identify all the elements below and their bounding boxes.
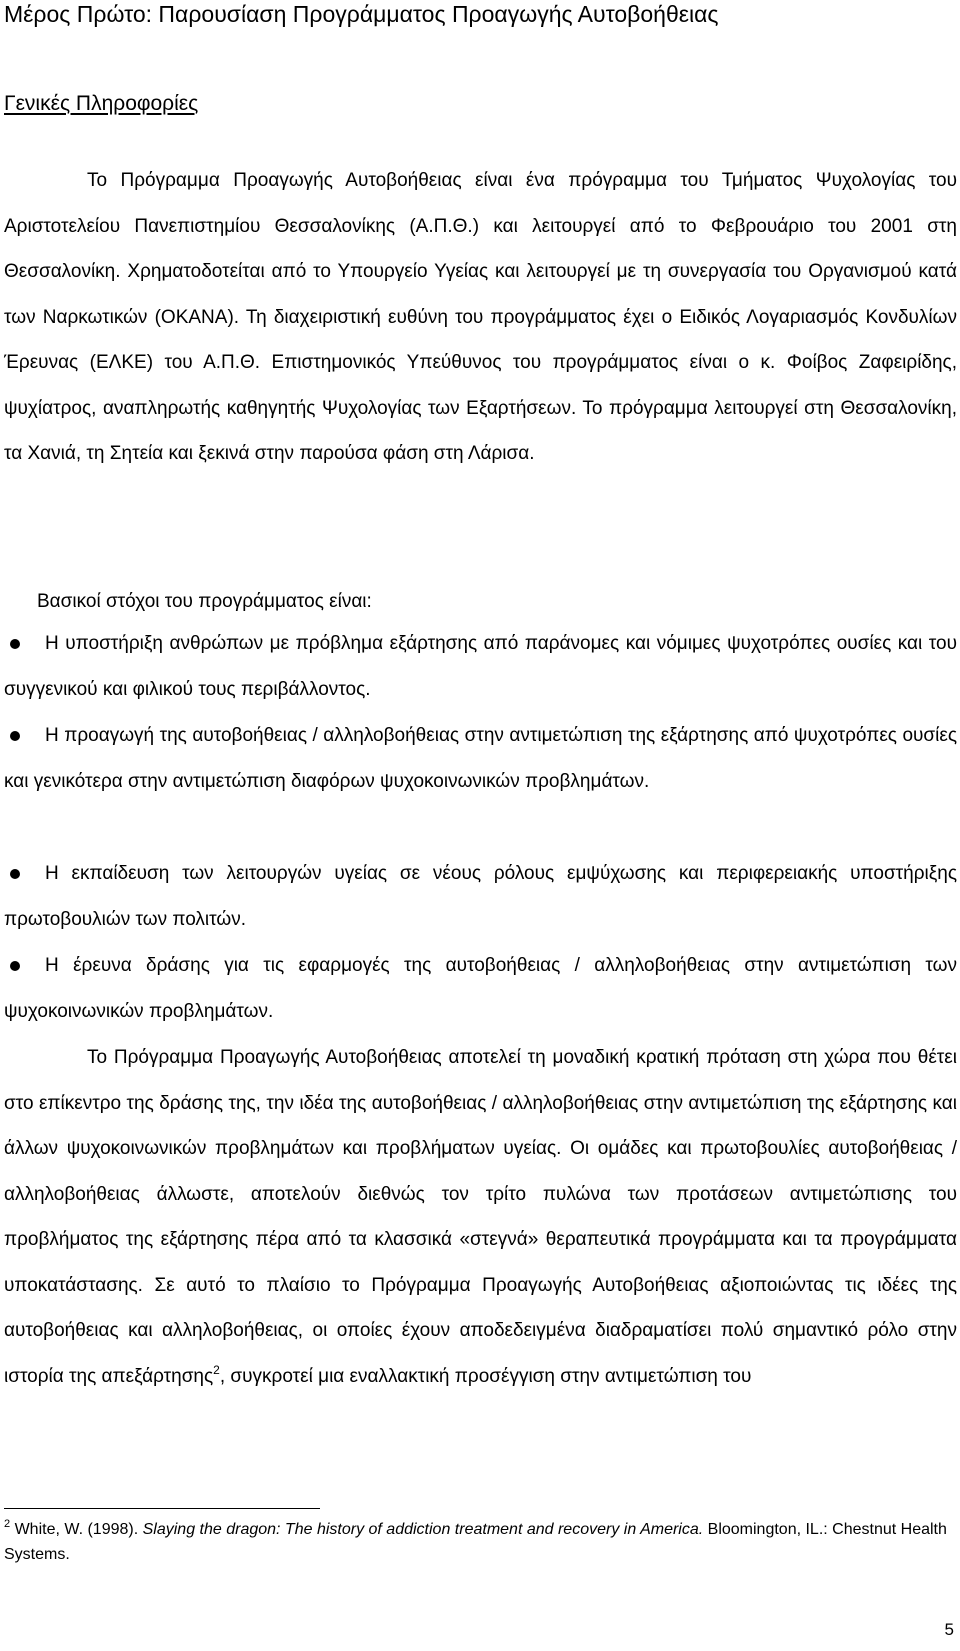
goal-list-item <box>4 713 957 804</box>
footnote-reference[interactable]: 2 <box>213 1362 220 1377</box>
goal-text: Η εκπαίδευση των λειτουργών υγείας σε νέους ρόλους εμψύχωσης και περιφερειακής υποστήριξης πρωτοβουλιών των πολιτών. <box>4 863 957 930</box>
goal-text: Η έρευνα δράσης για τις εφαρμογές της αυτοβοήθειας / αλληλοβοήθειας στην αντιμετώπιση των ψυχοκοινωνικών προβλημάτων. <box>4 955 957 1022</box>
goal-list-item <box>4 943 957 1034</box>
section-heading: Γενικές Πληροφορίες <box>4 92 199 115</box>
footnote-publisher: Bloomington, IL.: Chestnut Health Systems. <box>4 1521 947 1563</box>
main-paragraph-continuation: , συγκροτεί μια εναλλακτική προσέγγιση στην αντιμετώπιση του <box>219 1365 752 1387</box>
bullet-icon <box>10 731 20 741</box>
footnote-number: 2 <box>4 1518 11 1530</box>
bullet-icon <box>10 639 20 649</box>
goal-list-item <box>4 851 957 942</box>
footnote-divider <box>4 1508 320 1509</box>
bullet-icon <box>10 869 20 879</box>
goal-text: Η προαγωγή της αυτοβοήθειας / αλληλοβοήθειας στην αντιμετώπιση της εξάρτησης από ψυχοτρόπες ουσίες και γενικότερα στην αντιμετώπιση διαφόρων ψυχοκοινωνικών προβλημάτων. <box>4 725 957 792</box>
goal-list-item <box>4 621 957 712</box>
intro-paragraph: Το Πρόγραμμα Προαγωγής Αυτοβοήθειας είναι ένα πρόγραμμα του Τμήματος Ψυχολογίας του Αριστοτελείου Πανεπιστημίου Θεσσαλονίκης (Α.Π.Θ.) και λειτουργεί από το Φεβρουάριο του 2001 στη Θεσσαλονίκη. Χρηματοδοτείται από το Υπουργείο Υγείας και λειτουργεί με τη συνεργασία του Οργανισμού κατά των Ναρκωτικών (ΟΚΑΝΑ). Τη διαχειριστική ευθύνη του προγράμματος έχει ο Ειδικός Λογαριασμός Κονδυλίων Έρευνας (ΕΛΚΕ) του Α.Π.Θ. Επιστημονικός Υπεύθυνος του προγράμματος είναι ο κ. Φοίβος Ζαφειρίδης, ψυχίατρος, αναπληρωτής καθηγητής Ψυχολογίας των Εξαρτήσεων. Το πρόγραμμα λειτουργεί στη Θεσσαλονίκη, τα Χανιά, τη Σητεία και ξεκινά στην παρούσα φάση στη Λάρισα. <box>4 170 957 464</box>
page-number: 5 <box>944 1620 954 1639</box>
footnote-authors: White, W. (1998). <box>10 1521 143 1538</box>
part-title: Μέρος Πρώτο: Παρουσίαση Προγράμματος Προαγωγής Αυτοβοήθειας <box>4 1 719 27</box>
goal-text: Η υποστήριξη ανθρώπων με πρόβλημα εξάρτησης από παράνομες και νόμιμες ψυχοτρόπες ουσίες και του συγγενικού και φιλικού τους περιβάλλοντος. <box>4 633 957 700</box>
bullet-icon <box>10 961 20 971</box>
footnote <box>4 1517 954 1567</box>
goals-intro: Βασικοί στόχοι του προγράμματος είναι: <box>37 591 372 612</box>
footnote-title: Slaying the dragon: The history of addiction treatment and recovery in America. <box>142 1521 704 1538</box>
main-paragraph-text: Το Πρόγραμμα Προαγωγής Αυτοβοήθειας αποτελεί τη μοναδική κρατική πρόταση στη χώρα που θέτει στο επίκεντρο της δράσης της, την ιδέα της αυτοβοήθειας / αλληλοβοήθειας στην αντιμετώπιση της εξάρτησης και άλλων ψυχοκοινωνικών προβλημάτων και προβλήματων υγείας. Οι ομάδες και πρωτοβουλίες αυτοβοήθειας / αλληλοβοήθειας άλλωστε, αποτελούν διεθνώς τον τρίτο πυλώνα των προτάσεων αντιμετώπισης του προβλήματος της εξάρτησης πέρα από τα κλασσικά «στεγνά» θεραπευτικά προγράμματα και τα προγράμματα υποκατάστασης. Σε αυτό το πλαίσιο το Πρόγραμμα Προαγωγής Αυτοβοήθειας αξιοποιώντας τις ιδέες της αυτοβοήθειας και αλληλοβοήθειας, οι οποίες έχουν αποδεδειγμένα διαδραματίσει πολύ σημαντικό ρόλο στην ιστορία της απεξάρτησης <box>4 1047 957 1387</box>
main-paragraph <box>4 1035 957 1399</box>
